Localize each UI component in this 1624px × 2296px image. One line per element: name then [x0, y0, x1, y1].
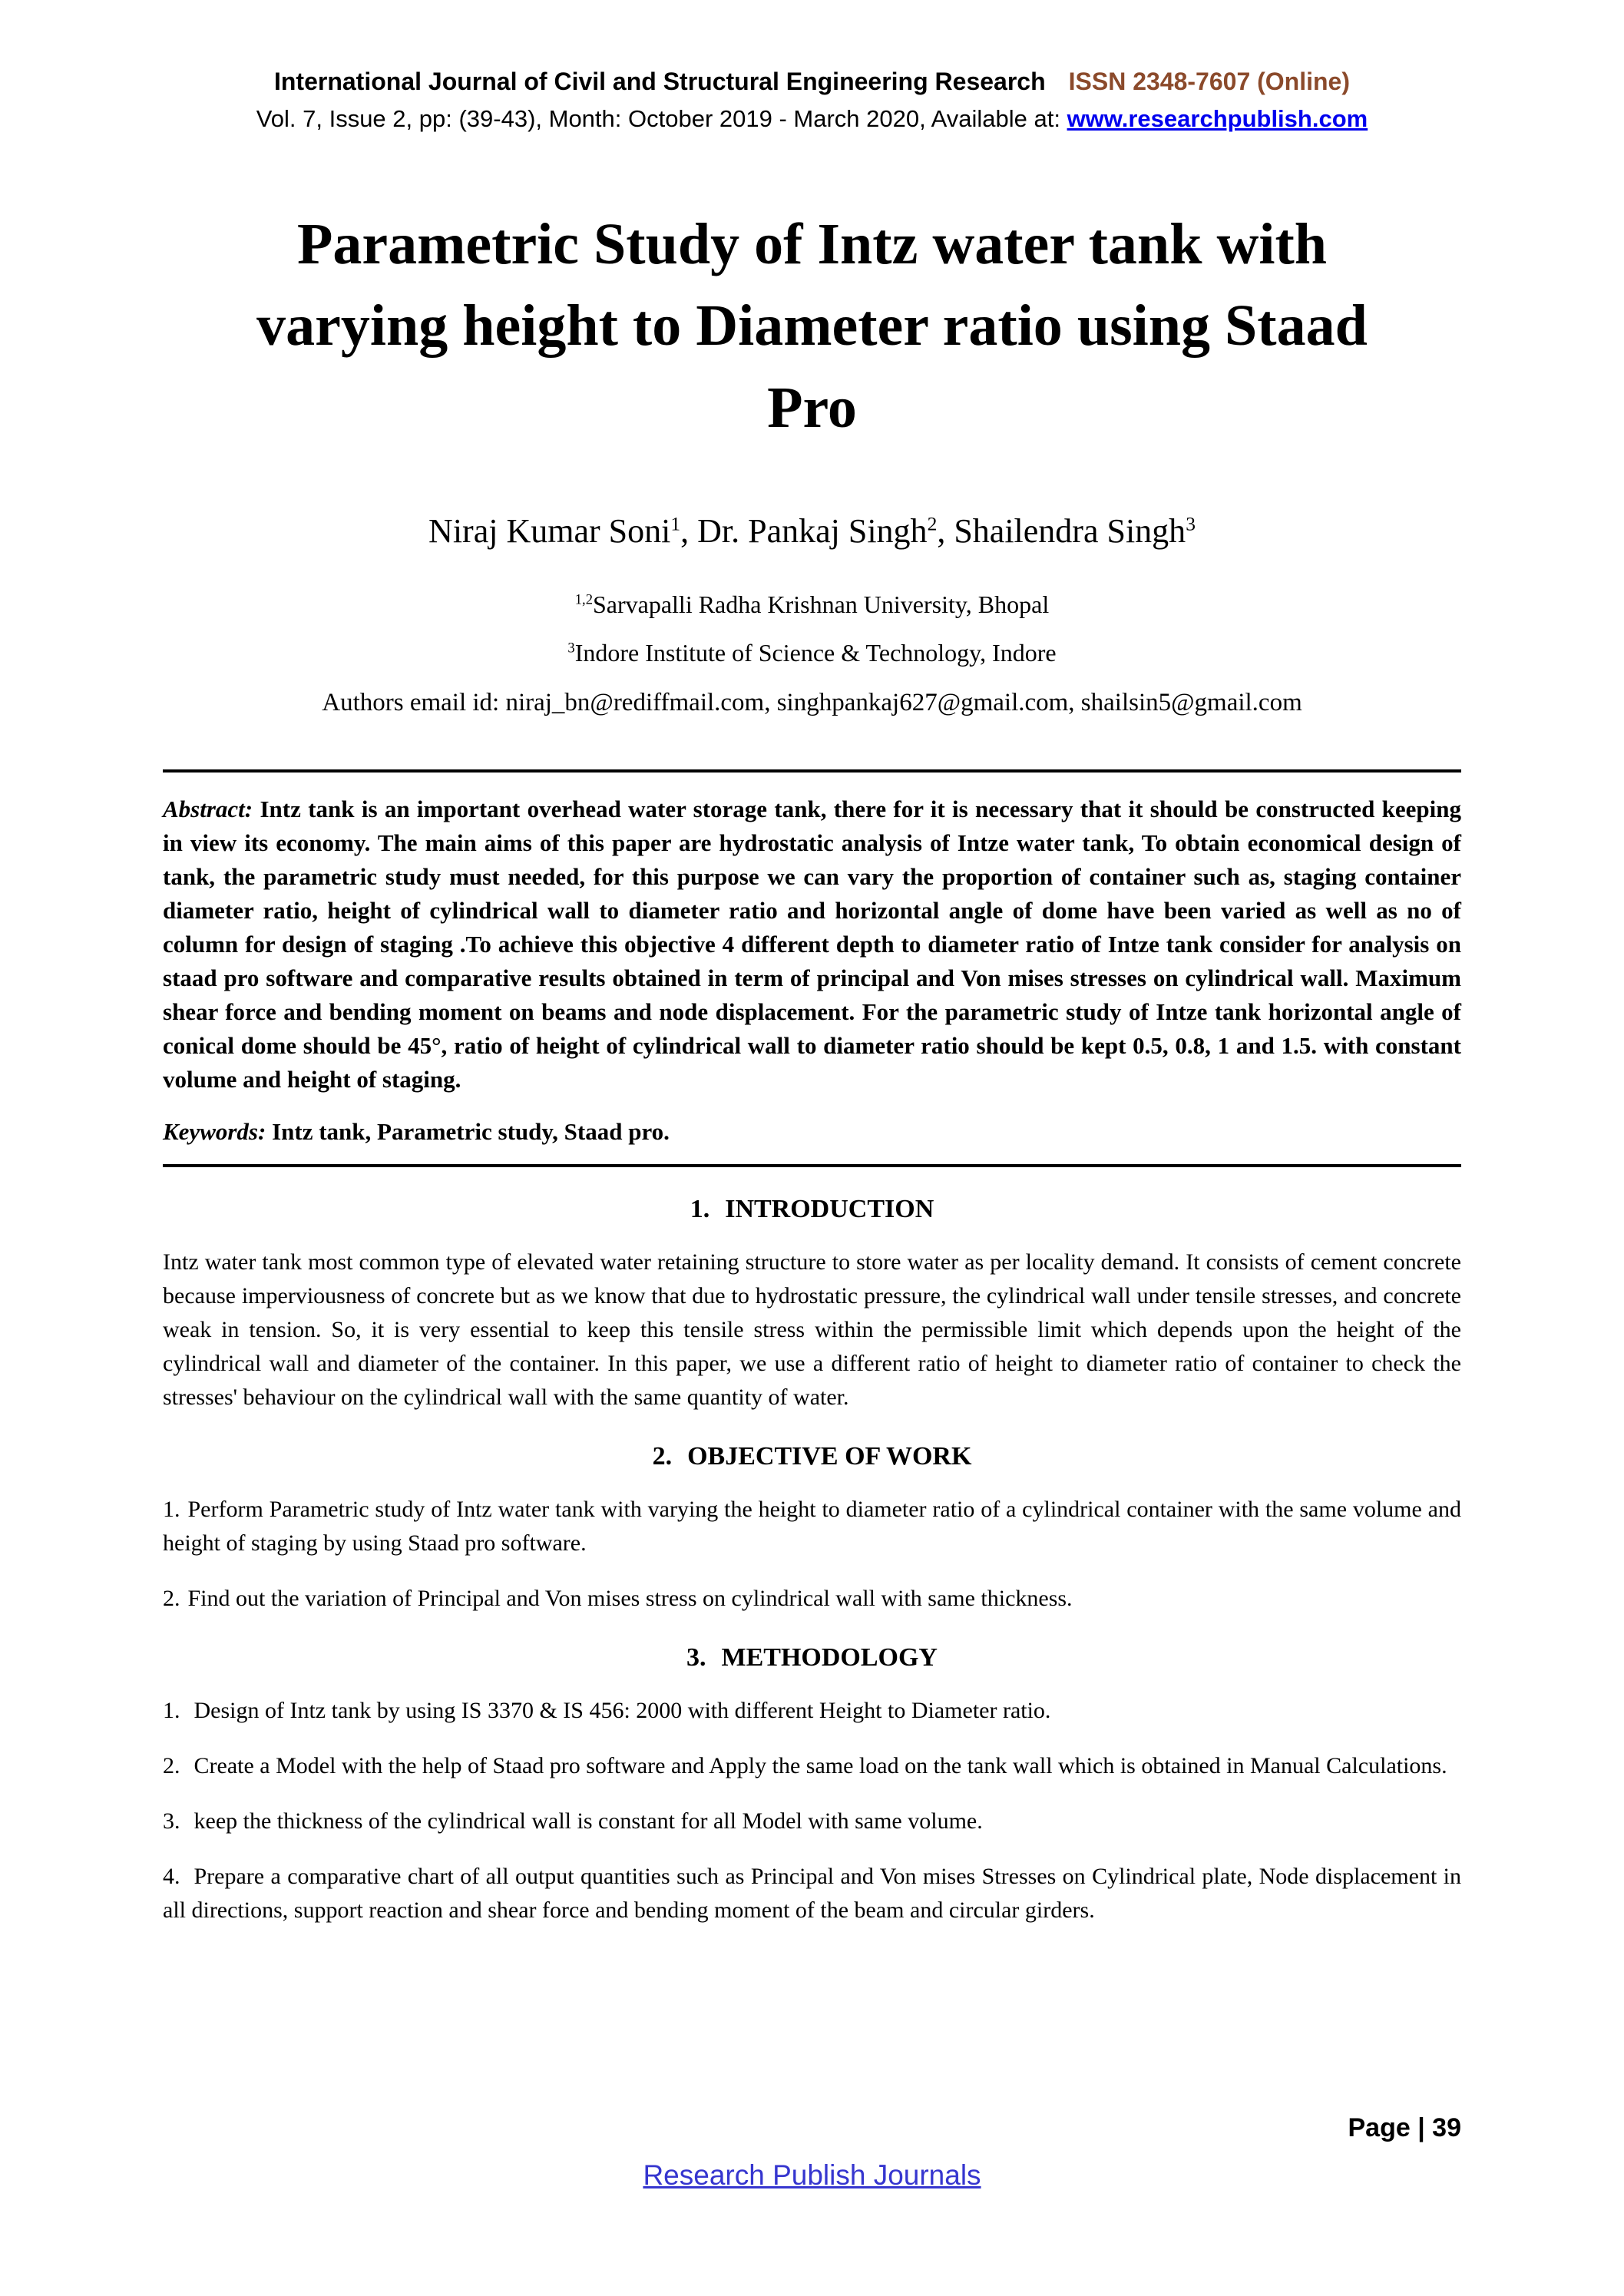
section-heading-objective [163, 1442, 1461, 1471]
item-number: 2. [163, 1753, 180, 1779]
author-2 [697, 512, 954, 550]
affiliation-2-text: Indore Institute of Science & Technology, Indore [574, 639, 1057, 667]
affiliation-2-superscript: 3 [567, 640, 575, 657]
author-separator: , [937, 512, 954, 551]
affiliation-2 [163, 639, 1461, 667]
author-3 [954, 512, 1196, 550]
introduction-paragraph: Intz water tank most common type of elevated water retaining structure to store water as per locality demand. It consists of cement concrete because imperviousness of concrete but as we know that due to hydrostatic pressure, the cylindrical wall under tensile stresses, and concrete weak in tension. So, it is very essential to keep this tensile stress within the permissible limit which depends upon the height of the cylindrical wall and diameter of the container. In this paper, we use a different ratio of height to diameter ratio of container to check the stresses' behaviour on the cylindrical wall with the same quantity of water. [163, 1249, 1461, 1411]
author-2-superscript: 2 [927, 512, 938, 535]
item-number: 1. [163, 1698, 180, 1724]
section-title: INTRODUCTION [725, 1195, 934, 1224]
authors-email-line: Authors email id: niraj_bn@rediffmail.com, singhpankaj627@gmail.com, shailsin5@gmail.com [322, 689, 1302, 717]
objective-item-1 [163, 1493, 1461, 1560]
page-content [0, 203, 1624, 1927]
author-1 [428, 512, 697, 550]
keywords-text: Intz tank, Parametric study, Staad pro. [272, 1118, 670, 1146]
journal-header [0, 0, 1624, 133]
keywords-line [163, 1118, 1461, 1146]
section-number: 1. [690, 1195, 710, 1224]
author-list [163, 511, 1461, 551]
author-2-name: Dr. Pankaj Singh [697, 512, 928, 551]
author-separator: , [680, 512, 698, 551]
article-title: Parametric Study of Intz water tank with varying height to Diameter ratio using Staad Pro [256, 212, 1368, 440]
item-text: Design of Intz tank by using IS 3370 & IS 456: 2000 with different Height to Diameter ratio. [193, 1698, 1051, 1724]
methodology-item-1 [163, 1694, 1461, 1728]
journal-header-line1 [0, 68, 1624, 96]
objective-item-2 [163, 1582, 1461, 1616]
item-number: 3. [163, 1808, 180, 1834]
author-3-name: Shailendra Singh [954, 512, 1186, 551]
divider-above-abstract [163, 769, 1461, 773]
item-number: 4. [163, 1864, 180, 1890]
journal-volume-info: Vol. 7, Issue 2, pp: (39-43), Month: October 2019 - March 2020, Available at: [256, 105, 1067, 132]
item-text: Perform Parametric study of Intz water tank with varying the height to diameter ratio of a cylindrical container with the same volume and height of staging by using Staad pro software. [163, 1497, 1461, 1557]
journal-website-link[interactable]: www.researchpublish.com [1067, 105, 1368, 132]
item-text: Prepare a comparative chart of all output quantities such as Principal and Von mises Stresses on Cylindrical plate, Node displacement in all directions, support reaction and shear force and bending moment of the beam and circular girders. [163, 1864, 1461, 1924]
item-number: 1. [163, 1497, 180, 1523]
item-number: 2. [163, 1586, 180, 1612]
abstract-text: Intz tank is an important overhead water storage tank, there for it is necessary that it should be constructed keeping in view its economy. The main aims of this paper are hydrostatic analysis of Intze water tank, To obtain economical design of tank, the parametric study must needed, for this purpose we can vary the proportion of container such as, staging container diameter ratio, height of cylindrical wall to diameter ratio and horizontal angle of dome have been varied as well as no of column for design of staging .To achieve this objective 4 different depth to diameter ratio of Intze tank consider for analysis on staad pro software and comparative results obtained in term of principal and Von mises stresses on cylindrical wall. Maximum shear force and bending moment on beams and node displacement. For the parametric study of Intze tank horizontal angle of conical dome should be 45°, ratio of height of cylindrical wall to diameter ratio should be kept 0.5, 0.8, 1 and 1.5. with constant volume and height of staging. [163, 796, 1461, 1093]
author-3-superscript: 3 [1186, 512, 1196, 535]
section-title: METHODOLOGY [721, 1643, 938, 1672]
item-text: keep the thickness of the cylindrical wall is constant for all Model with same volume. [193, 1808, 983, 1834]
abstract-label: Abstract: [163, 796, 253, 823]
keywords-label: Keywords: [163, 1118, 266, 1146]
section-number: 2. [652, 1442, 673, 1471]
section-title: OBJECTIVE OF WORK [687, 1442, 972, 1471]
author-1-name: Niraj Kumar Soni [428, 512, 671, 551]
item-text: Find out the variation of Principal and Von mises stress on cylindrical wall with same thickness. [187, 1586, 1073, 1612]
abstract-paragraph [163, 792, 1461, 1097]
section-heading-introduction [163, 1195, 1461, 1224]
journal-title: International Journal of Civil and Structural Engineering Research [273, 68, 1046, 95]
section-heading-methodology [163, 1643, 1461, 1672]
affiliation-1 [163, 591, 1461, 619]
research-publish-journals-link[interactable]: Research Publish Journals [643, 2159, 981, 2191]
author-1-superscript: 1 [670, 512, 681, 535]
page-number: Page | 39 [1348, 2113, 1461, 2142]
affiliation-1-text: Sarvapalli Radha Krishnan University, Bhopal [592, 591, 1050, 619]
journal-header-line2 [0, 105, 1624, 133]
item-text: Create a Model with the help of Staad pro software and Apply the same load on the tank wall which is obtained in Manual Calculations. [193, 1753, 1447, 1779]
affiliation-1-superscript: 1,2 [574, 591, 593, 608]
section-number: 3. [686, 1643, 706, 1672]
methodology-item-3 [163, 1805, 1461, 1838]
footer [0, 2159, 1624, 2192]
journal-issn: ISSN 2348-7607 (Online) [1068, 68, 1350, 95]
methodology-item-4 [163, 1860, 1461, 1927]
divider-below-keywords [163, 1164, 1461, 1167]
methodology-item-2 [163, 1749, 1461, 1783]
